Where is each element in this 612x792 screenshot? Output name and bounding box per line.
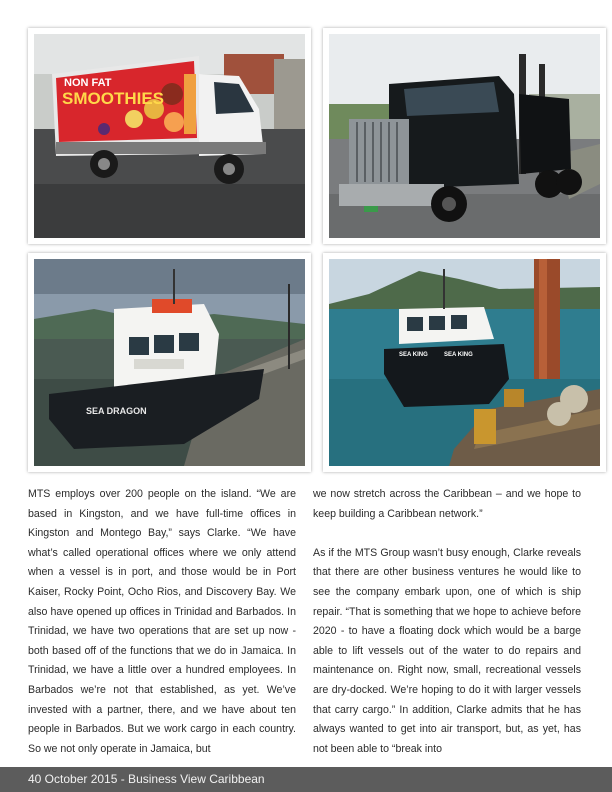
article-paragraph: As if the MTS Group wasn’t busy enough, Clarke reveals that there are other business ventures he would like to see the company embark upon, one of which is ship repair. “That is something that we hope to achieve before 2020 - to have a floating dock which would be a barge able to lift vessels out of the water to do repairs and maintenance on. Right now, small, recreational vessels are dry-docked. We’re hoping to do it with larger vessels that carry cargo.” In addition, Clarke admits that he has always wanted to get into air transport, but, as yet, has not been able to “break into <box>313 546 581 755</box>
article-left-column <box>28 485 296 759</box>
article-paragraph: we now stretch across the Caribbean – and we hope to keep building a Caribbean network.” <box>313 488 581 520</box>
truck-text-smoothies: SMOOTHIES <box>62 89 165 108</box>
semi-truck-image <box>329 34 600 238</box>
photo-sea-dragon-boat <box>28 253 311 472</box>
article-paragraph: MTS employs over 200 people on the island. “We are based in Kingston, and we have full-time offices in Kingston and Montego Bay,” says Clarke. “We have what’s called operational offices where we only attend when a vessel is in port, and those would be in Port Kaiser, Rocky Point, Ocho Rios, and Discovery Bay. We also have opened up offices in Trinidad and Barbados. In Trinidad, we have two operations that are set up now - both based off of the functions that we do in Jamaica. In Trinidad, we have a little over a hundred employees. In Barbados we’re not that established, as yet. We’ve invested with a partner, there, and we have about ten people in Barbados. But we work cargo in each country. So we not only operate in Jamaica, but <box>28 488 296 755</box>
page-footer <box>0 767 612 792</box>
sea-king-hull-label-right: SEA KING <box>444 352 473 358</box>
footer-text: 40 October 2015 - Business View Caribbean <box>28 772 265 786</box>
truck-text-non-fat: NON FAT <box>64 77 112 89</box>
article-right-column <box>313 485 581 759</box>
photo-black-semi-truck <box>323 28 606 244</box>
smoothie-truck-image <box>34 34 305 238</box>
sea-king-hull-label-left: SEA KING <box>399 352 428 358</box>
photo-smoothie-truck <box>28 28 311 244</box>
sea-dragon-image <box>34 259 305 466</box>
sea-king-image <box>329 259 600 466</box>
photo-sea-king-boat <box>323 253 606 472</box>
sea-dragon-hull-label: SEA DRAGON <box>86 406 147 416</box>
